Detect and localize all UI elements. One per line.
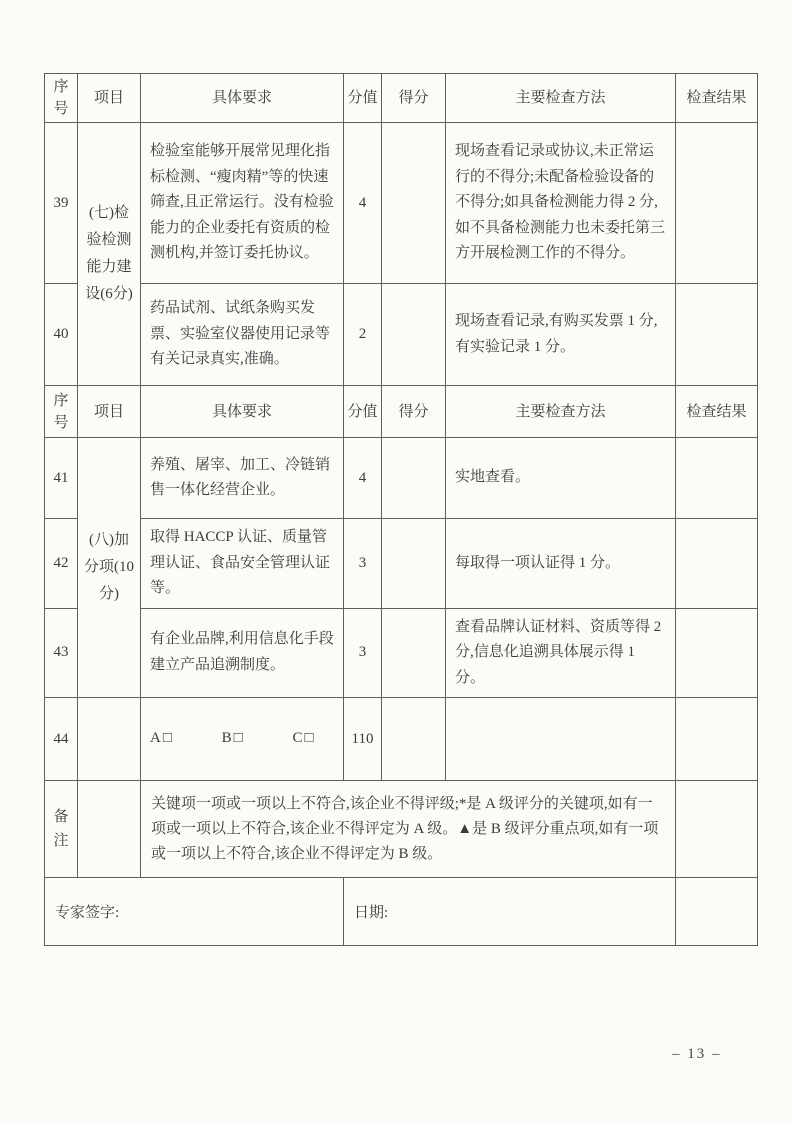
col-header-no: 序号: [45, 74, 78, 123]
date-label: 日期:: [344, 878, 676, 946]
score-value: 110: [344, 698, 382, 781]
requirement-text: 养殖、屠宰、加工、冷链销售一体化经营企业。: [141, 438, 344, 519]
score-value: 4: [344, 123, 382, 284]
check-method-text: 实地查看。: [446, 438, 676, 519]
requirement-text: 药品试剂、试纸条购买发票、实验室仪器使用记录等有关记录真实,准确。: [141, 284, 344, 386]
row-number: 42: [45, 519, 78, 609]
grade-option-c-checkbox: C□: [292, 730, 316, 747]
signature-row: [45, 878, 758, 946]
col-header-method: 主要检查方法: [446, 74, 676, 123]
col-header-requirement: 具体要求: [141, 74, 344, 123]
check-method-text: 现场查看记录,有购买发票 1 分,有实验记录 1 分。: [446, 284, 676, 386]
score-obtained-cell: [382, 438, 446, 519]
check-result-cell: [676, 284, 758, 386]
check-result-cell: [676, 519, 758, 609]
score-value: 2: [344, 284, 382, 386]
check-result-cell: [676, 438, 758, 519]
check-result-cell: [676, 878, 758, 946]
check-method-text: 现场查看记录或协议,未正常运行的不得分;未配备检验设备的不得分;如具备检测能力得 2 分,如不具备检测能力也未委托第三方开展检测工作的不得分。: [446, 123, 676, 284]
expert-signature-label: 专家签字:: [45, 878, 344, 946]
score-obtained-cell: [382, 123, 446, 284]
score-obtained-cell: [382, 519, 446, 609]
col-header-item: 项目: [78, 386, 141, 438]
check-method-text: 每取得一项认证得 1 分。: [446, 519, 676, 609]
grade-option-a-checkbox: A□: [150, 730, 174, 747]
check-result-cell: [676, 608, 758, 698]
row-number: 40: [45, 284, 78, 386]
table-row-43: [45, 608, 758, 698]
col-header-score-obtained: 得分: [382, 74, 446, 123]
col-header-score-value: 分值: [344, 74, 382, 123]
remark-label: 备注: [45, 781, 78, 878]
table-row-42: [45, 519, 758, 609]
col-header-score-obtained: 得分: [382, 386, 446, 438]
row-number: 39: [45, 123, 78, 284]
check-result-cell: [676, 698, 758, 781]
row-number: 41: [45, 438, 78, 519]
col-header-item: 项目: [78, 74, 141, 123]
requirement-text: 取得 HACCP 认证、质量管理认证、食品安全管理认证等。: [141, 519, 344, 609]
item-group-8-label: (八)加分项(10分): [78, 438, 141, 698]
grade-options-cell: [141, 698, 344, 781]
col-header-result: 检查结果: [676, 74, 758, 123]
check-method-cell-empty: [446, 698, 676, 781]
table-row-40: [45, 284, 758, 386]
requirement-text: 检验室能够开展常见理化指标检测、“瘦肉精”等的快速筛查,且正常运行。没有检验能力的企业委托有资质的检测机构,并签订委托协议。: [141, 123, 344, 284]
score-obtained-cell: [382, 608, 446, 698]
score-obtained-cell: [382, 698, 446, 781]
check-result-cell: [676, 781, 758, 878]
check-method-text: 查看品牌认证材料、资质等得 2 分,信息化追溯具体展示得 1 分。: [446, 608, 676, 698]
table-row-44: [45, 698, 758, 781]
requirement-text: 有企业品牌,利用信息化手段建立产品追溯制度。: [141, 608, 344, 698]
table-row-39: [45, 123, 758, 284]
table-row-41: [45, 438, 758, 519]
col-header-no: 序号: [45, 386, 78, 438]
col-header-method: 主要检查方法: [446, 386, 676, 438]
remark-row: [45, 781, 758, 878]
header-row-1: [45, 74, 758, 123]
score-value: 3: [344, 519, 382, 609]
col-header-score-value: 分值: [344, 386, 382, 438]
col-header-result: 检查结果: [676, 386, 758, 438]
grade-option-b-checkbox: B□: [221, 730, 245, 747]
inspection-checklist-table: [44, 73, 758, 946]
item-cell-empty: [78, 698, 141, 781]
header-row-2: [45, 386, 758, 438]
remark-text: 关键项一项或一项以上不符合,该企业不得评级;*是 A 级评分的关键项,如有一项或一项以上不符合,该企业不得评定为 A 级。▲是 B 级评分重点项,如有一项或一项以上不符合,该企业不得评定为 B 级。: [141, 781, 676, 878]
score-obtained-cell: [382, 284, 446, 386]
score-value: 4: [344, 438, 382, 519]
check-result-cell: [676, 123, 758, 284]
page-number: – 13 –: [672, 1046, 722, 1062]
item-group-7-label: (七)检验检测能力建设(6分): [78, 123, 141, 386]
score-value: 3: [344, 608, 382, 698]
row-number: 44: [45, 698, 78, 781]
remark-item-cell-empty: [78, 781, 141, 878]
row-number: 43: [45, 608, 78, 698]
col-header-requirement: 具体要求: [141, 386, 344, 438]
